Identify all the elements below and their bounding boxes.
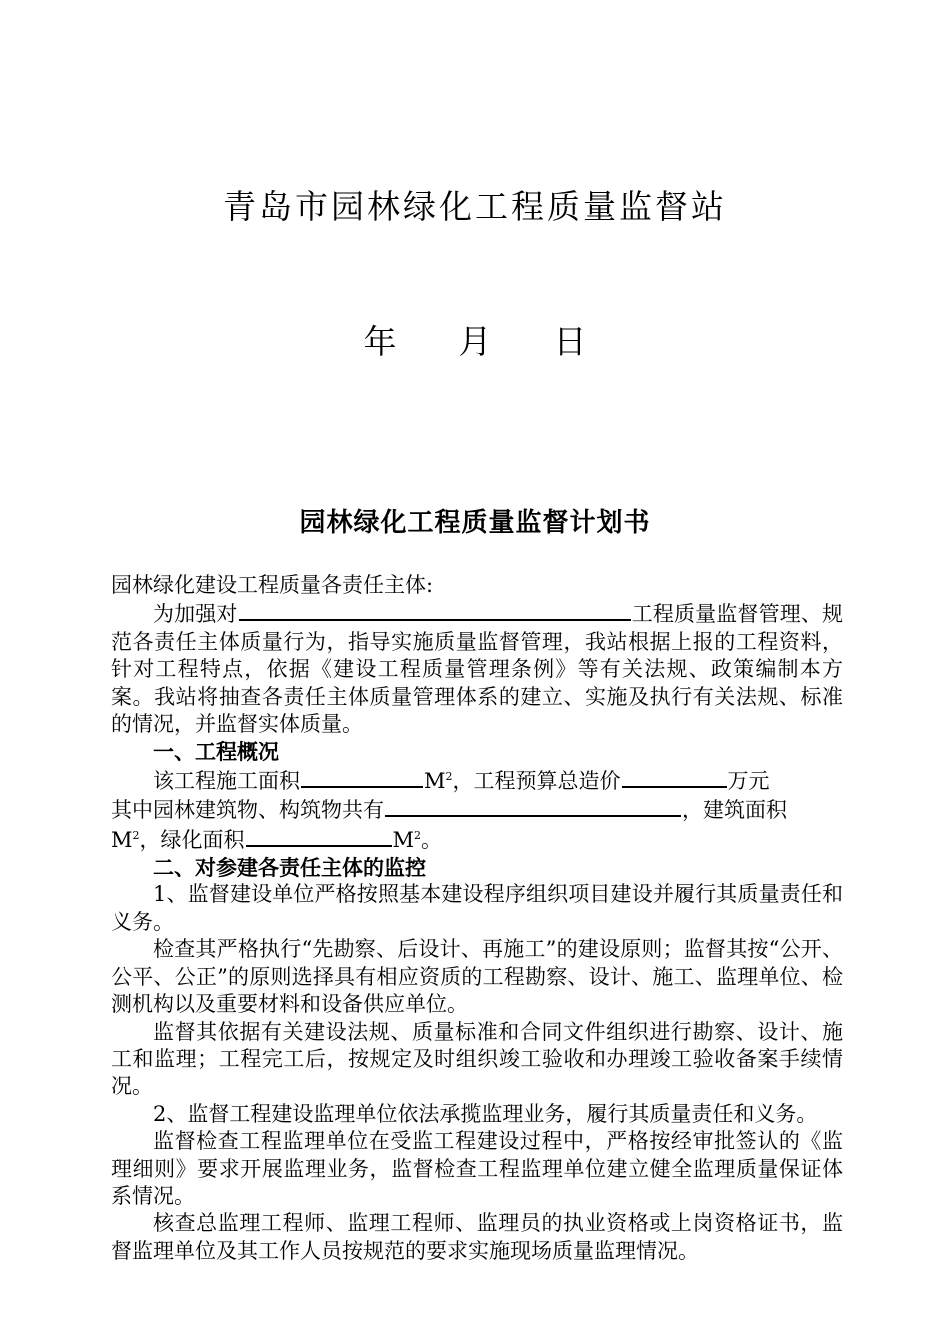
project-overview-line1: [111, 766, 843, 795]
budget-unit: 万元: [727, 768, 770, 793]
unit-sup: 2: [445, 769, 453, 783]
paragraph: 核查总监理工程师、监理工程师、监理员的执业资格或上岗资格证书，监督监理单位及其工作人员按规范的要求实施现场质量监理情况。: [111, 1211, 843, 1263]
paragraph: 检查其严格执行“先勘察、后设计、再施工”的建设原则；监督其按“公开、公平、公正”的原则选择具有相应资质的工程勘察、设计、施工、监理单位、检测机构以及重要材料和设备供应单位。: [111, 937, 843, 1017]
salutation: 园林绿化建设工程质量各责任主体:: [111, 573, 434, 597]
project-name-blank: [239, 599, 631, 621]
structures-label: 其中园林建筑物、构筑物共有: [111, 798, 384, 823]
paragraph: 监督其依据有关建设法规、质量标准和合同文件组织进行勘察、设计、施工和监理；工程完工后，按规定及时组织竣工验收和办理竣工验收备案手续情况。: [111, 1019, 843, 1099]
budget-label: ，工程预算总造价: [452, 768, 621, 793]
paragraph: 2、监督工程建设监理单位依法承揽监理业务，履行其质量责任和义务。: [153, 1101, 818, 1126]
date-line: [0, 320, 950, 364]
structures-blank: [385, 795, 681, 817]
unit-m: M: [392, 827, 415, 852]
unit-sup: 2: [414, 828, 422, 842]
date-day: 日: [553, 322, 587, 361]
intro-text: 工程质量监督管理、规范各责任主体质量行为，指导实施质量监督管理，我站根据上报的工程资料，针对工程特点，依据《建设工程质量管理条例》等有关法规、政策编制本方案。我站将抽查各责任主体质量管理体系的建立、实施及执行有关法规、标准的情况，并监督实体质量。: [111, 602, 844, 737]
date-month: 月: [458, 322, 492, 361]
green-area-label: ，绿化面积: [139, 827, 245, 852]
paragraph: 监督检查工程监理单位在受监工程建设过程中，严格按经审批签认的《监理细则》要求开展监理业务，监督检查工程监理单位建立健全监理质量保证体系情况。: [111, 1129, 843, 1208]
project-overview-line2: [111, 795, 843, 824]
construction-area-blank: [301, 766, 423, 788]
period: 。: [421, 827, 443, 852]
budget-blank: [622, 766, 727, 788]
unit-m: M: [424, 768, 446, 793]
organization-name: 青岛市园林绿化工程质量监督站: [223, 187, 727, 226]
unit-sup: 2: [132, 828, 140, 842]
project-overview-line3: [111, 825, 843, 854]
unit-m: M: [111, 827, 133, 852]
paragraph: 1、监督建设单位严格按照基本建设程序组织项目建设并履行其质量责任和义务。: [111, 882, 843, 934]
document-body: [111, 572, 843, 1265]
green-area-blank: [246, 825, 392, 847]
section2-heading: 二、对参建各责任主体的监控: [153, 855, 426, 881]
building-area-label: ，建筑面积: [682, 798, 787, 823]
date-year: 年: [363, 322, 397, 361]
intro-prefix: 为加强对: [153, 602, 238, 627]
section1-heading: 一、工程概况: [153, 739, 279, 765]
construction-area-label: 该工程施工面积: [153, 768, 300, 793]
intro-paragraph: [111, 599, 843, 738]
document-title: 园林绿化工程质量监督计划书: [299, 508, 651, 538]
